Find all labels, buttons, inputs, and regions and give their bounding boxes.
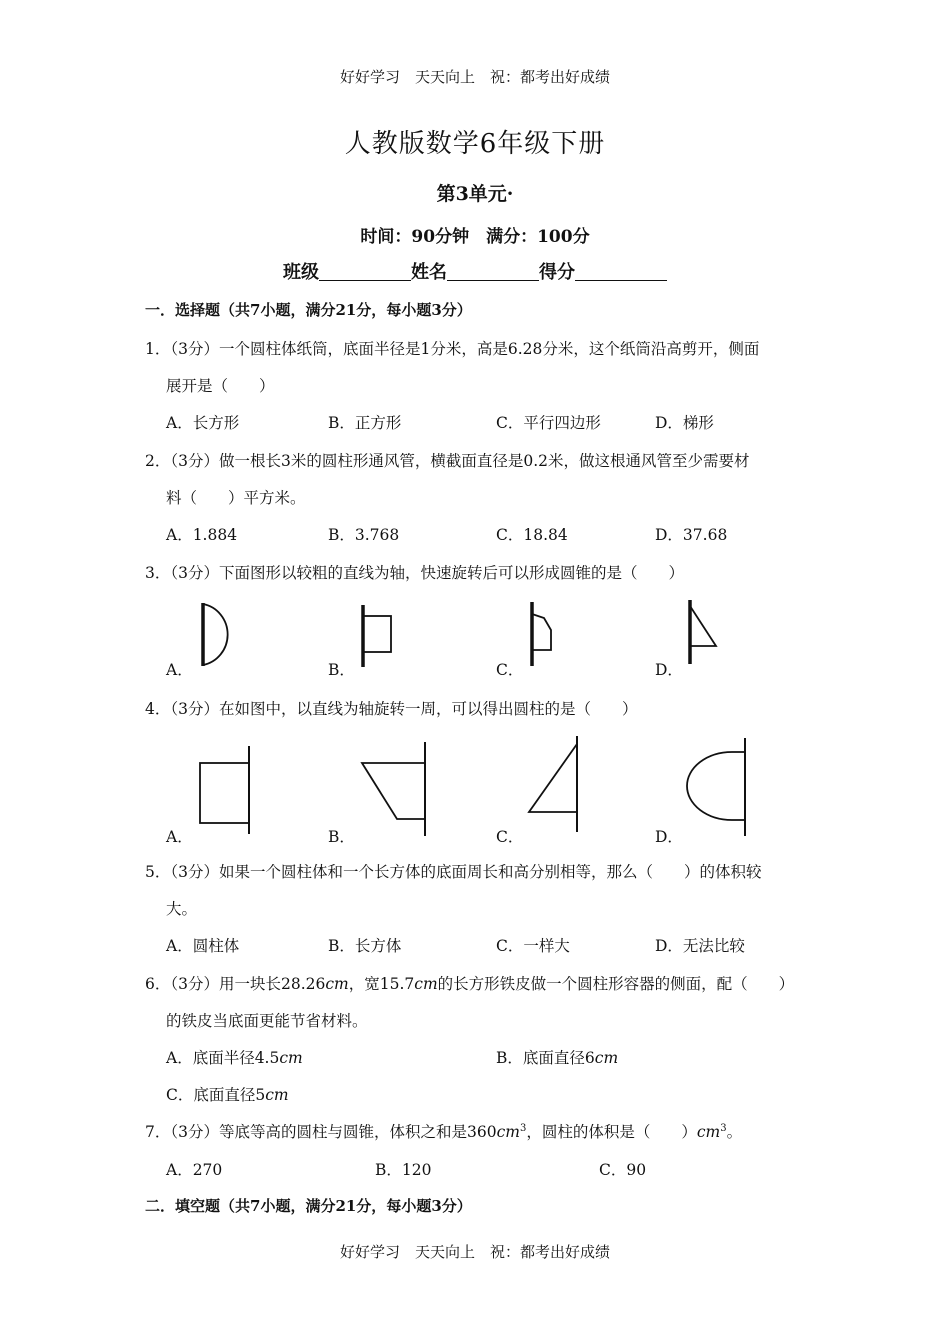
q4-figure-c-triangle[interactable] [524, 734, 584, 834]
q3-option-a[interactable]: A． [166, 661, 193, 679]
q6-option-a[interactable]: A．底面半径4.5cm [166, 1049, 303, 1067]
q4-option-c[interactable]: C． [496, 828, 524, 846]
q4-figure-d-semi-ellipse[interactable] [682, 736, 752, 838]
q6-option-c[interactable]: C．底面直径5cm [166, 1086, 289, 1104]
q2-option-b[interactable]: B．3.768 [328, 526, 400, 544]
question-6-text-cont: 的铁皮当底面更能节省材料。 [166, 1012, 368, 1030]
q1-option-d[interactable]: D．梯形 [655, 414, 714, 432]
q4-figure-b-trapezoid[interactable] [355, 740, 435, 838]
time-info: 时间：90分钟 满分：100分 [360, 227, 590, 247]
q5-option-d[interactable]: D．无法比较 [655, 937, 745, 955]
question-2-text: 2．（3分）做一根长3米的圆柱形通风管，横截面直径是0.2米，做这根通风管至少需要材 [145, 452, 750, 470]
q3-figure-b-rectangle[interactable] [355, 603, 400, 669]
score-label: 得分 [539, 262, 575, 283]
q4-option-d[interactable]: D． [655, 828, 683, 846]
question-1-text: 1．（3分）一个圆柱体纸筒，底面半径是1分米，高是6.28分米，这个纸筒沿高剪开，侧面 [145, 340, 760, 358]
q3-figure-d-triangle[interactable] [683, 598, 728, 668]
score-blank[interactable] [575, 262, 667, 281]
section-fill-heading: 二．填空题（共7小题，满分21分，每小题3分） [145, 1197, 472, 1215]
q2-option-d[interactable]: D．37.68 [655, 526, 728, 544]
question-2-text-cont: 料（ ）平方米。 [166, 489, 306, 507]
class-label: 班级 [283, 262, 319, 283]
question-1-text-cont: 展开是（ ） [166, 377, 275, 395]
q6-option-b[interactable]: B．底面直径6cm [496, 1049, 619, 1067]
class-blank[interactable] [319, 262, 411, 281]
section-choice-heading: 一．选择题（共7小题，满分21分，每小题3分） [145, 301, 472, 319]
question-5-text: 5．（3分）如果一个圆柱体和一个长方体的底面周长和高分别相等，那么（ ）的体积较 [145, 863, 762, 881]
q3-option-d[interactable]: D． [655, 661, 683, 679]
q1-option-b[interactable]: B．正方形 [328, 414, 402, 432]
question-5-text-cont: 大。 [166, 900, 198, 918]
page-footer: 好好学习 天天向上 祝：都考出好成绩 [339, 1243, 610, 1261]
q5-option-a[interactable]: A．圆柱体 [166, 937, 240, 955]
q4-option-a[interactable]: A． [166, 828, 193, 846]
name-blank[interactable] [447, 262, 539, 281]
q1-option-c[interactable]: C．平行四边形 [496, 414, 601, 432]
page-title: 人教版数学6年级下册 [344, 129, 606, 159]
q5-option-b[interactable]: B．长方体 [328, 937, 402, 955]
question-3-text: 3．（3分）下面图形以较粗的直线为轴，快速旋转后可以形成圆锥的是（ ） [145, 564, 684, 582]
q3-figure-c-trapezoid[interactable] [524, 600, 564, 670]
name-label: 姓名 [411, 262, 447, 283]
student-fields [0, 258, 950, 284]
question-4-text: 4．（3分）在如图中，以直线为轴旋转一周，可以得出圆柱的是（ ） [145, 700, 638, 718]
q3-figure-a-semicircle[interactable] [195, 600, 240, 670]
q7-option-a[interactable]: A．270 [166, 1161, 223, 1179]
q5-option-c[interactable]: C．一样大 [496, 937, 570, 955]
unit-title: 第3单元· [436, 183, 514, 205]
q1-option-a[interactable]: A．长方形 [166, 414, 240, 432]
q4-option-b[interactable]: B． [328, 828, 355, 846]
q2-option-a[interactable]: A．1.884 [166, 526, 238, 544]
question-7-text: 7．（3分）等底等高的圆柱与圆锥，体积之和是$360cm^3$，圆柱的体积是（ ）$cm^3$。 [145, 1122, 743, 1141]
q7-option-b[interactable]: B．120 [375, 1161, 432, 1179]
q4-figure-a-rectangle[interactable] [195, 744, 255, 836]
question-6-text: 6．（3分）用一块长28.26cm，宽15.7cm的长方形铁皮做一个圆柱形容器的侧面，配（ ） [145, 975, 795, 993]
page-header: 好好学习 天天向上 祝：都考出好成绩 [339, 68, 610, 86]
q2-option-c[interactable]: C．18.84 [496, 526, 568, 544]
q3-option-c[interactable]: C． [496, 661, 524, 679]
q3-option-b[interactable]: B． [328, 661, 355, 679]
q7-option-c[interactable]: C．90 [599, 1161, 647, 1179]
